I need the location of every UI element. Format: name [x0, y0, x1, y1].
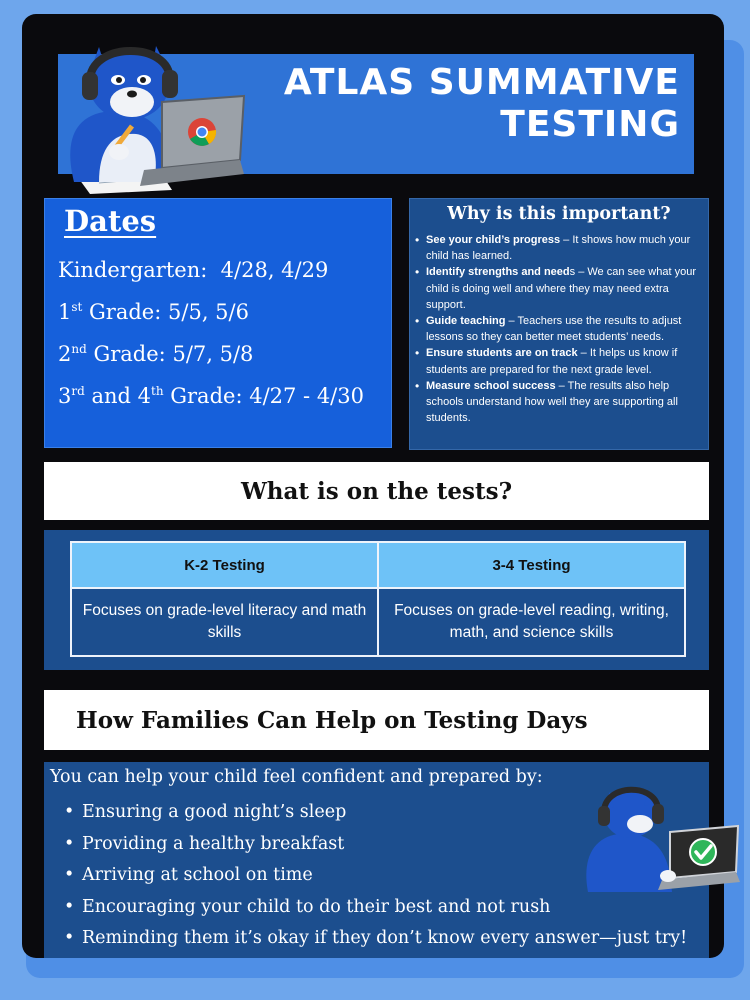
list-item: • Reminding them it’s okay if they don’t know every answer—just try!	[64, 923, 687, 955]
why-item: • Ensure students are on track – It helps us know if students are prepared for the next grade level.	[413, 345, 707, 377]
table-cell-34: Focuses on grade-level reading, writing, math, and science skills	[378, 588, 685, 656]
why-item: • Measure school success – The results also help schools understand how well they are supporting all students.	[413, 378, 707, 427]
table-header-k2: K-2 Testing	[71, 542, 378, 588]
why-item: • Guide teaching – Teachers use the results to adjust lessons so they can better meet students’ needs.	[413, 313, 707, 345]
tests-banner: What is on the tests?	[44, 462, 709, 520]
title-line-1: ATLAS SUMMATIVE	[283, 62, 680, 103]
why-heading: Why is this important?	[447, 204, 671, 224]
help-intro: You can help your child feel confident and prepared by:	[50, 767, 543, 787]
panther-mascot-checkmark-icon	[582, 780, 742, 900]
dates-heading: Dates	[64, 204, 157, 238]
chrome-logo-icon	[188, 118, 216, 146]
table-cell-k2: Focuses on grade-level literacy and math skills	[71, 588, 378, 656]
why-item: • Identify strengths and needs – We can see what your child is doing well and where they may need extra support.	[413, 264, 707, 313]
why-list	[413, 232, 707, 426]
panther-mascot-laptop-icon	[44, 22, 254, 194]
list-item: • Ensuring a good night’s sleep	[64, 797, 687, 829]
list-item: • Encouraging your child to do their best and not rush	[64, 892, 687, 924]
tests-table	[70, 541, 686, 657]
date-grade-3-4: 3rd and 4th Grade: 4/27 - 4/30	[58, 384, 364, 408]
why-item: • See your child’s progress – It shows how much your child has learned.	[413, 232, 707, 264]
date-grade-2: 2nd Grade: 5/7, 5/8	[58, 342, 254, 366]
table-header-34: 3-4 Testing	[378, 542, 685, 588]
date-grade-1: 1st Grade: 5/5, 5/6	[58, 300, 249, 324]
date-kindergarten: Kindergarten: 4/28, 4/29	[58, 258, 329, 282]
list-item: • Arriving at school on time	[64, 860, 687, 892]
title-line-2: TESTING	[500, 104, 680, 145]
help-banner: How Families Can Help on Testing Days	[44, 690, 709, 750]
list-item: • Providing a healthy breakfast	[64, 829, 687, 861]
